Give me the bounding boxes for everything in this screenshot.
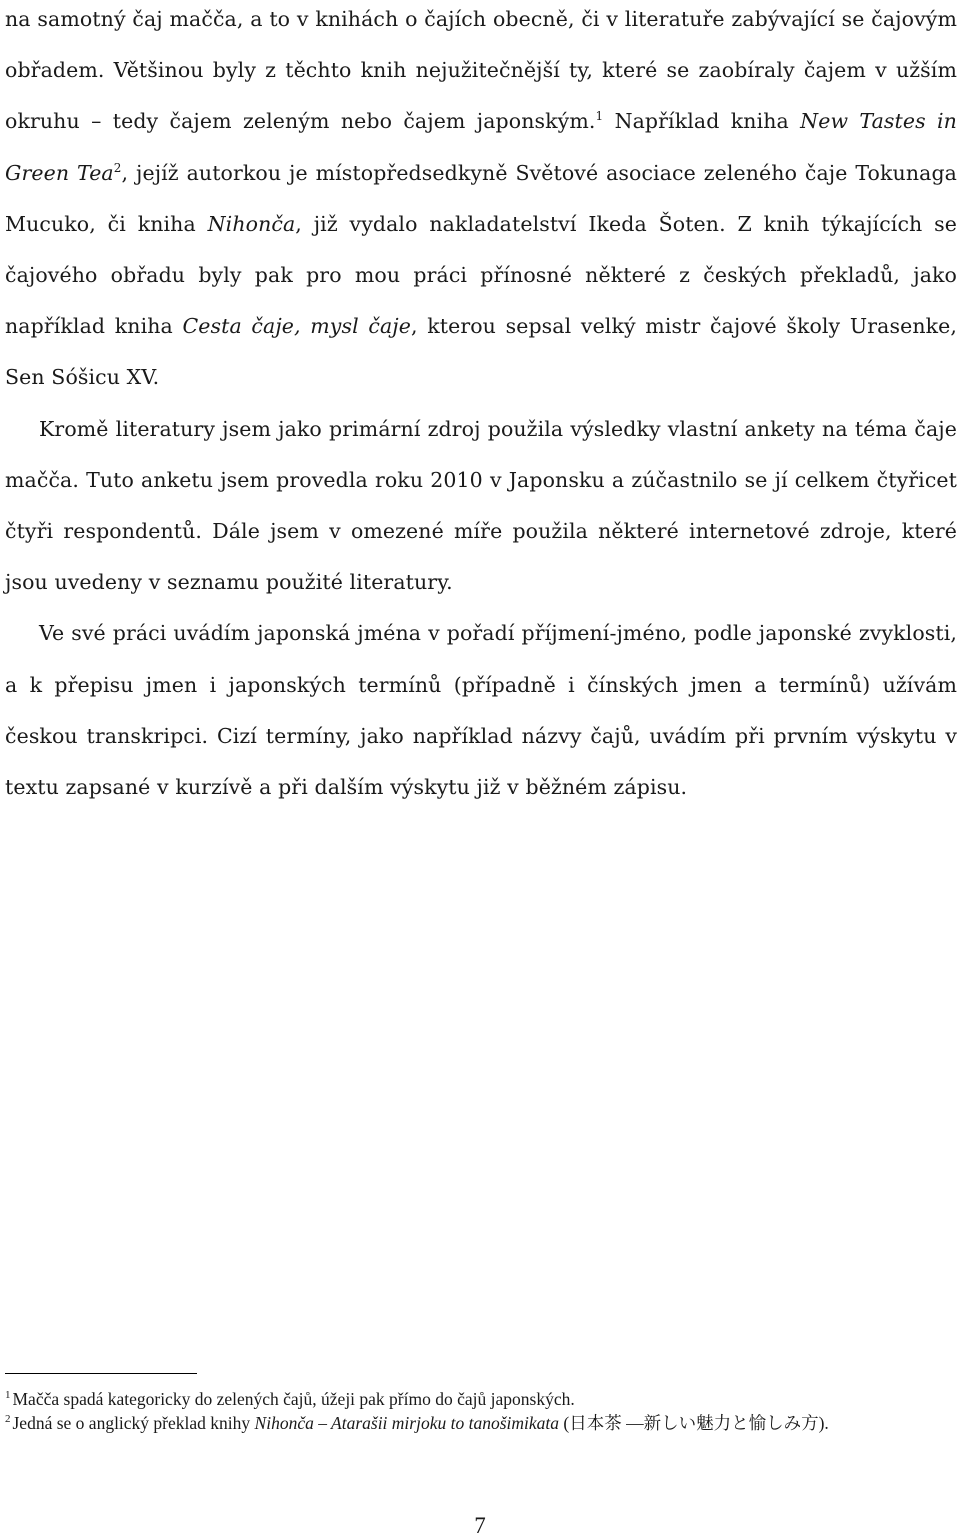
text-segment: Jedná se o anglický překlad knihy: [12, 1413, 255, 1433]
paragraph: [5, 0, 957, 404]
page-number: 7: [474, 1513, 486, 1538]
footnote-number: 2: [5, 1413, 11, 1426]
italic-title: Cesta čaje, mysl čaje: [182, 314, 411, 339]
italic-title: New Tastes in Green Tea: [5, 109, 957, 185]
italic-title: Nihonča – Atarašii mirjoku to tanošimikata: [254, 1413, 560, 1433]
footnote: [5, 1411, 950, 1435]
text-segment: (日本茶 —新しい魅力と愉しみ方).: [559, 1413, 829, 1433]
text-segment: Ve své práci uvádím japonská jména v pořadí příjmení-jméno, podle japonské zvyklosti, a k přepisu jmen i japonských termínů (případně i čínských jmen a termínů) užívám českou transkripci. Cizí termíny, jako například názvy čajů, uvádím při prvním výskytu v textu zapsané v kurzívě a při dalším výskytu již v běžném zápisu.: [5, 621, 957, 800]
footnote: [5, 1387, 950, 1411]
body-text: [5, 0, 957, 813]
footnote-number: 1: [5, 1389, 11, 1402]
paragraph: [5, 608, 957, 813]
text-segment: , kterou sepsal velký mistr čajové školy Urasenke, Sen Sóšicu XV.: [5, 314, 957, 390]
text-segment: , jejíž autorkou je místopředsedkyně Světové asociace zeleného čaje Tokunaga Mucuko, či kniha: [5, 160, 957, 236]
text-segment: na samotný čaj mačča, a to v knihách o čajích obecně, či v literatuře zabývající se čajovým obřadem. Většinou byly z těchto knih nejužitečnější ty, které se zaobíraly čajem v užším okruhu – tedy čajem zeleným nebo čajem japonským.: [5, 7, 957, 134]
text-segment: Mačča spadá kategoricky do zelených čajů, úžeji pak přímo do čajů japonských.: [12, 1389, 575, 1409]
footnote-separator: [5, 1373, 197, 1374]
text-segment: , již vydalo nakladatelství Ikeda Šoten. Z knih týkajících se čajového obřadu byly pak pro mou práci přínosné některé z českých překladů, jako například kniha: [5, 211, 957, 339]
italic-title: Nihonča: [207, 211, 296, 236]
text-segment: Například kniha: [603, 109, 801, 134]
footnotes: [5, 1387, 950, 1435]
footnote-reference: 2: [113, 160, 122, 175]
paragraph: [5, 404, 957, 609]
footnote-reference: 1: [595, 109, 604, 124]
text-segment: Kromě literatury jsem jako primární zdroj použila výsledky vlastní ankety na téma čaje mačča. Tuto anketu jsem provedla roku 2010 v Japonsku a zúčastnilo se jí celkem čtyřicet čtyři respondentů. Dále jsem v omezené míře použila některé internetové zdroje, které jsou uvedeny v seznamu použité literatury.: [5, 416, 957, 595]
